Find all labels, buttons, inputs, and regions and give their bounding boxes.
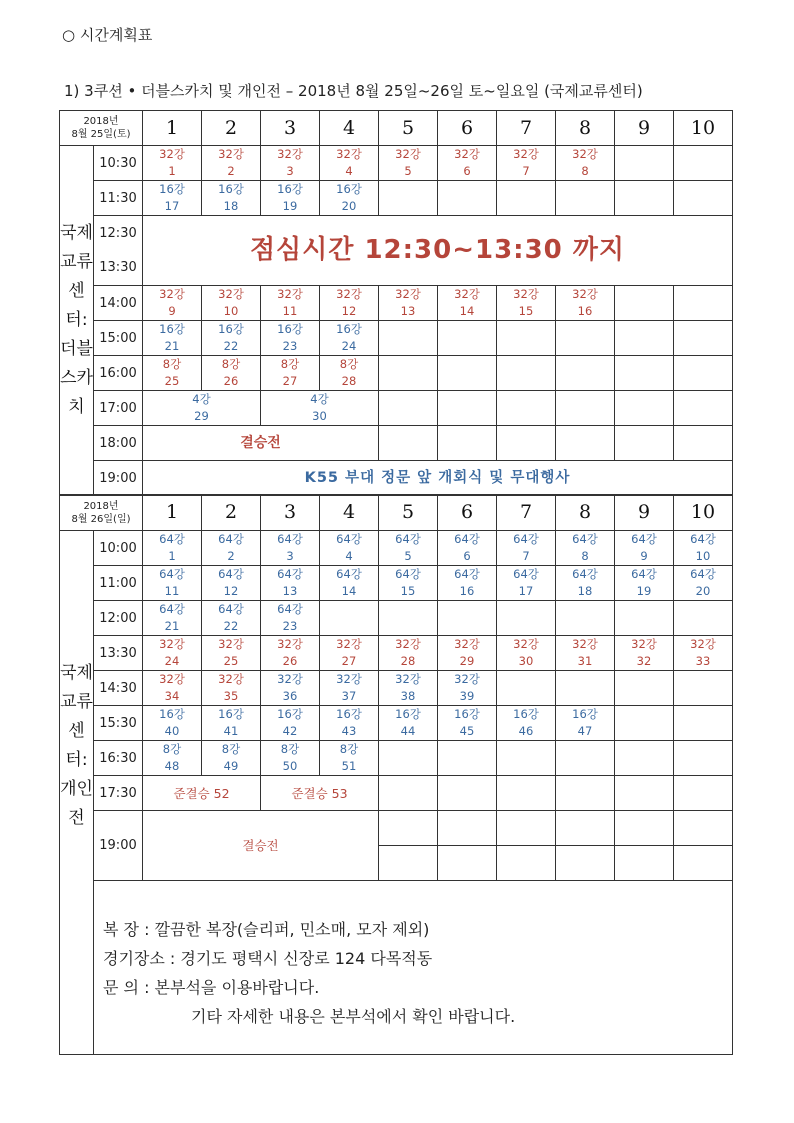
empty-cell [615,426,674,461]
empty-cell [556,846,615,881]
match-cell: 32강 31 [556,636,615,671]
match-cell: 32강 6 [438,146,497,181]
table-number: 2 [202,111,261,146]
day1-row-1900 [60,461,733,496]
empty-cell [556,601,615,636]
match-cell: 64강 3 [261,531,320,566]
match-cell: 64강 13 [261,566,320,601]
empty-cell [438,356,497,391]
empty-cell [674,741,733,776]
empty-cell [615,321,674,356]
empty-cell [379,811,438,846]
day2-schedule-table [59,494,733,1055]
dress-code-line: 복 장 : 깔끔한 복장(슬리퍼, 민소매, 모자 제외) [103,920,430,939]
match-cell: 32강 27 [320,636,379,671]
empty-cell [379,741,438,776]
empty-cell [674,426,733,461]
semifinal-cell: 준결승 53 [261,776,379,811]
empty-cell [497,846,556,881]
match-cell: 8강 25 [143,356,202,391]
table-number: 6 [438,111,497,146]
match-cell: 32강 3 [261,146,320,181]
match-cell: 16강 46 [497,706,556,741]
time-label: 14:00 [94,286,143,321]
day1-venue-label: 국제교류센터:더블스카치 [60,146,94,496]
match-cell: 32강 4 [320,146,379,181]
day2-row-1530 [60,706,733,741]
day1-row-1600 [60,356,733,391]
time-label: 15:30 [94,706,143,741]
empty-cell [674,181,733,216]
match-cell: 64강 4 [320,531,379,566]
info-box [94,881,733,1055]
empty-cell [438,846,497,881]
time-label: 18:00 [94,426,143,461]
empty-cell [556,741,615,776]
empty-cell [556,391,615,426]
match-cell: 32강 5 [379,146,438,181]
empty-cell [674,356,733,391]
empty-cell [615,671,674,706]
match-cell: 64강 5 [379,531,438,566]
match-cell: 32강 39 [438,671,497,706]
empty-cell [674,601,733,636]
time-label: 17:30 [94,776,143,811]
empty-cell [497,671,556,706]
day2-row-1100 [60,566,733,601]
empty-cell [438,181,497,216]
match-cell: 32강 34 [143,671,202,706]
match-cell: 32강 29 [438,636,497,671]
info-row [60,881,733,1055]
match-cell: 64강 14 [320,566,379,601]
match-cell: 64강 17 [497,566,556,601]
match-cell: 32강 30 [497,636,556,671]
match-cell: 8강 48 [143,741,202,776]
table-number: 5 [379,111,438,146]
table-number: 10 [674,111,733,146]
match-cell: 16강 45 [438,706,497,741]
day1-schedule-table [59,110,733,496]
day1-row-1500 [60,321,733,356]
empty-cell [674,706,733,741]
empty-cell [379,846,438,881]
match-cell: 16강 42 [261,706,320,741]
match-cell: 64강 1 [143,531,202,566]
match-cell: 64강 23 [261,601,320,636]
empty-cell [615,776,674,811]
empty-cell [379,321,438,356]
empty-cell [615,146,674,181]
empty-cell [438,776,497,811]
venue-address-line: 경기장소 : 경기도 평택시 신장로 124 다목적동 [103,949,433,968]
empty-cell [674,776,733,811]
time-label: 15:00 [94,321,143,356]
day2-row-1200 [60,601,733,636]
empty-cell [497,391,556,426]
empty-cell [615,391,674,426]
final-match-cell: 결승전 [143,811,379,881]
match-cell: 16강 41 [202,706,261,741]
empty-cell [674,146,733,181]
day1-row-1800 [60,426,733,461]
table-number: 4 [320,111,379,146]
empty-cell [674,671,733,706]
match-cell: 32강 38 [379,671,438,706]
empty-cell [615,706,674,741]
empty-cell [320,601,379,636]
table-number: 9 [615,111,674,146]
empty-cell [497,321,556,356]
match-cell: 8강 51 [320,741,379,776]
day1-header-row [60,111,733,146]
match-cell: 32강 12 [320,286,379,321]
time-label: 10:00 [94,531,143,566]
match-cell: 16강 23 [261,321,320,356]
empty-cell [674,286,733,321]
day2-row-1430 [60,671,733,706]
empty-cell [438,321,497,356]
time-label: 12:00 [94,601,143,636]
match-cell: 8강 50 [261,741,320,776]
empty-cell [379,181,438,216]
day2-row-1000 [60,531,733,566]
match-cell: 32강 24 [143,636,202,671]
day2-date-cell: 2018년 8월 26일(일) [60,495,143,531]
match-cell: 8강 49 [202,741,261,776]
day2-row-1330 [60,636,733,671]
match-cell: 32강 14 [438,286,497,321]
empty-cell [379,776,438,811]
match-cell: 8강 26 [202,356,261,391]
time-label: 11:30 [94,181,143,216]
match-cell: 64강 16 [438,566,497,601]
match-cell: 64강 12 [202,566,261,601]
match-cell: 8강 28 [320,356,379,391]
match-cell: 32강 10 [202,286,261,321]
empty-cell [615,181,674,216]
match-cell: 16강 19 [261,181,320,216]
match-cell: 64강 6 [438,531,497,566]
table-number: 3 [261,495,320,531]
empty-cell [615,601,674,636]
table-number: 8 [556,111,615,146]
final-match-cell: 결승전 [143,426,379,461]
time-label: 11:00 [94,566,143,601]
empty-cell [615,741,674,776]
table-number: 10 [674,495,733,531]
table-number: 2 [202,495,261,531]
empty-cell [438,391,497,426]
empty-cell [556,776,615,811]
match-cell: 16강 17 [143,181,202,216]
empty-cell [497,741,556,776]
match-cell: 16강 40 [143,706,202,741]
inquiry-line: 문 의 : 본부석을 이용바랍니다. [103,978,320,997]
empty-cell [497,811,556,846]
match-cell: 64강 18 [556,566,615,601]
match-cell: 16강 24 [320,321,379,356]
day2-venue-label: 국제교류센터:개인전 [60,531,94,1055]
empty-cell [438,811,497,846]
time-label: 16:00 [94,356,143,391]
match-cell: 32강 9 [143,286,202,321]
match-cell: 8강 27 [261,356,320,391]
table-number: 5 [379,495,438,531]
empty-cell [497,601,556,636]
match-cell: 64강 20 [674,566,733,601]
match-cell: 64강 10 [674,531,733,566]
day1-row-1030 [60,146,733,181]
time-label: 12:30 13:30 [94,216,143,286]
match-cell: 64강 11 [143,566,202,601]
empty-cell [556,181,615,216]
empty-cell [615,286,674,321]
match-cell: 64강 19 [615,566,674,601]
empty-cell [615,811,674,846]
match-cell: 64강 8 [556,531,615,566]
match-cell: 64강 22 [202,601,261,636]
match-cell: 32강 8 [556,146,615,181]
empty-cell [556,356,615,391]
match-cell: 16강 44 [379,706,438,741]
empty-cell [556,321,615,356]
match-cell: 32강 7 [497,146,556,181]
lunch-break-banner: 점심시간 12:30~13:30 까지 [143,216,733,286]
match-cell: 16강 21 [143,321,202,356]
time-label: 13:30 [94,636,143,671]
empty-cell [379,426,438,461]
table-number: 6 [438,495,497,531]
empty-cell [556,671,615,706]
empty-cell [497,426,556,461]
match-cell: 32강 37 [320,671,379,706]
match-cell: 32강 1 [143,146,202,181]
empty-cell [615,356,674,391]
table-number: 1 [143,495,202,531]
empty-cell [438,601,497,636]
match-cell: 32강 26 [261,636,320,671]
day1-row-lunch [60,216,733,286]
match-cell: 32강 33 [674,636,733,671]
match-cell: 32강 13 [379,286,438,321]
empty-cell [556,426,615,461]
match-cell: 16강 43 [320,706,379,741]
empty-cell [438,426,497,461]
match-cell: 32강 2 [202,146,261,181]
empty-cell [674,391,733,426]
day1-row-1130 [60,181,733,216]
match-cell: 16강 20 [320,181,379,216]
empty-cell [556,811,615,846]
match-cell: 32강 36 [261,671,320,706]
table-number: 8 [556,495,615,531]
table-number: 9 [615,495,674,531]
match-cell: 32강 25 [202,636,261,671]
match-cell: 32강 28 [379,636,438,671]
table-number: 7 [497,495,556,531]
opening-ceremony-banner: K55 부대 정문 앞 개회식 및 무대행사 [143,461,733,496]
day2-header-row [60,495,733,531]
match-cell: 4강 30 [261,391,379,426]
notice-line: 기타 자세한 내용은 본부석에서 확인 바랍니다. [191,1007,516,1026]
match-cell: 32강 16 [556,286,615,321]
time-label: 10:30 [94,146,143,181]
empty-cell [379,356,438,391]
match-cell: 32강 11 [261,286,320,321]
table-number: 3 [261,111,320,146]
day1-row-1400 [60,286,733,321]
empty-cell [497,776,556,811]
empty-cell [379,391,438,426]
match-cell: 32강 35 [202,671,261,706]
empty-cell [438,741,497,776]
day2-row-1900a [60,811,733,846]
match-cell: 64강 15 [379,566,438,601]
match-cell: 4강 29 [143,391,261,426]
table-number: 1 [143,111,202,146]
match-cell: 32강 15 [497,286,556,321]
match-cell: 16강 18 [202,181,261,216]
empty-cell [674,846,733,881]
time-label: 19:00 [94,811,143,881]
match-cell: 64강 21 [143,601,202,636]
table-number: 7 [497,111,556,146]
match-cell: 16강 22 [202,321,261,356]
empty-cell [674,811,733,846]
day2-row-1630 [60,741,733,776]
table-number: 4 [320,495,379,531]
empty-cell [497,181,556,216]
day1-row-1700 [60,391,733,426]
time-label: 16:30 [94,741,143,776]
section-heading: ○ 시간계획표 [62,26,153,44]
time-label: 19:00 [94,461,143,496]
empty-cell [615,846,674,881]
match-cell: 64강 2 [202,531,261,566]
day2-row-1730 [60,776,733,811]
day1-date-cell: 2018년 8월 25일(토) [60,111,143,146]
match-cell: 64강 9 [615,531,674,566]
time-label: 17:00 [94,391,143,426]
match-cell: 16강 47 [556,706,615,741]
match-cell: 32강 32 [615,636,674,671]
semifinal-cell: 준결승 52 [143,776,261,811]
match-cell: 64강 7 [497,531,556,566]
schedule-subheading: 1) 3쿠션 • 더블스카치 및 개인전 – 2018년 8월 25일~26일 토~일요일 (국제교류센터) [64,82,643,100]
empty-cell [497,356,556,391]
empty-cell [674,321,733,356]
time-label: 14:30 [94,671,143,706]
empty-cell [379,601,438,636]
